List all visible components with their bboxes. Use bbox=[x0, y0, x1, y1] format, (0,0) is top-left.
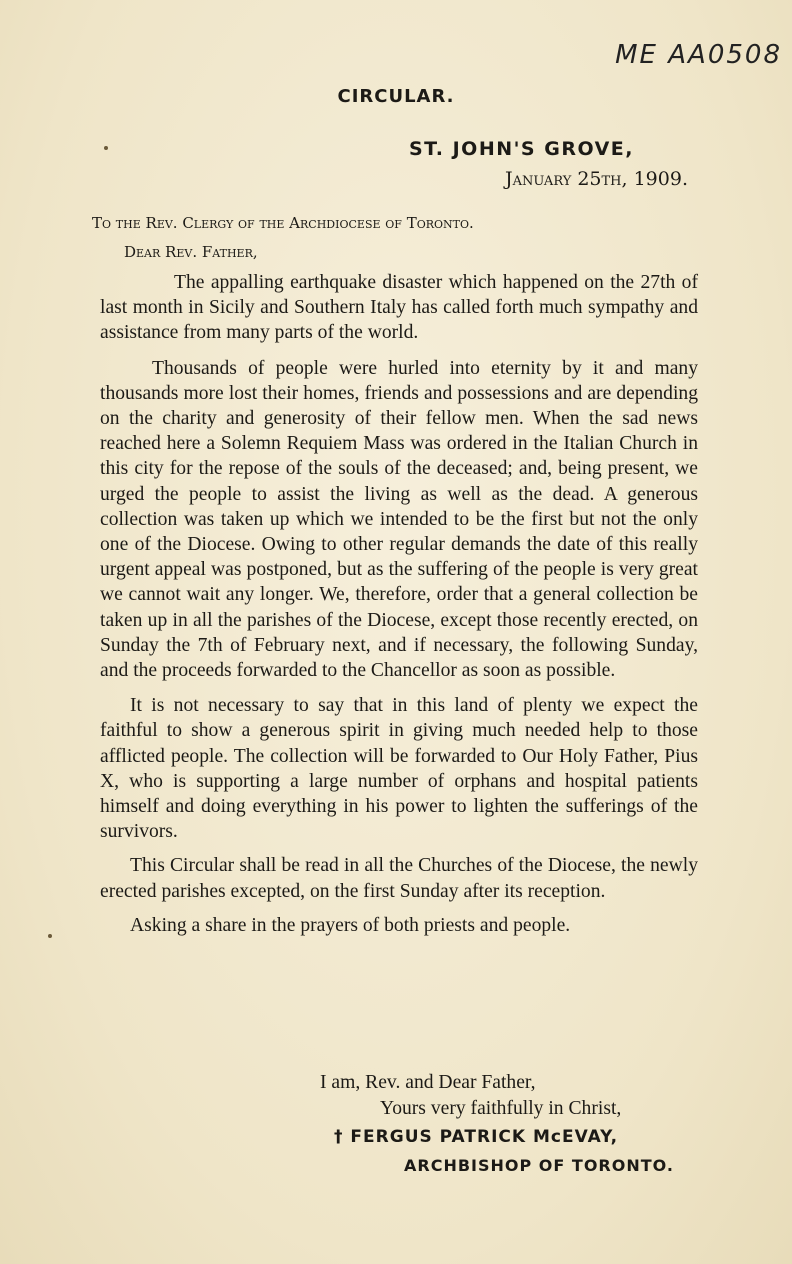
document-title: CIRCULAR. bbox=[337, 86, 455, 107]
paragraph-collection: Thousands of people were hurled into eternity by it and many thousands more lost their homes, friends and possessions and are depending on the charity and generosity of their fellow men. When the sad news reached here a Solemn Requiem Mass was ordered in the Italian Church in this city for the repose of the souls of the deceased; and, being present, we urged the people to assist the living as well as the dead. A generous collection was taken up which we intended to be the first but not the only one of the Diocese. Owing to other regular demands the date of this really urgent appeal was postponed, but as the suffering of the people is very great we cannot wait any longer. We, therefore, order that a general collection be taken up in all the parishes of the Diocese, except those recently erected, on Sunday the 7th of February next, and if necessary, the following Sunday, and the proceeds forwarded to the Chancellor as soon as possible. bbox=[100, 357, 698, 682]
letter-body bbox=[100, 270, 698, 938]
letter-date: January 25th, 1909. bbox=[505, 168, 688, 190]
paper-speck bbox=[48, 934, 52, 938]
archive-reference-mark: ME AA0508 bbox=[615, 40, 782, 70]
paragraph-prayers: Asking a share in the prayers of both priests and people. bbox=[130, 914, 571, 936]
signer-title: ARCHBISHOP OF TORONTO. bbox=[404, 1156, 674, 1175]
closing-line-2: Yours very faithfully in Christ, bbox=[380, 1098, 622, 1119]
paragraph-reading-instruction: This Circular shall be read in all the Churches of the Diocese, the newly erected parishes excepted, on the first Sunday after its reception. bbox=[100, 855, 698, 902]
paragraph-earthquake: The appalling earthquake disaster which happened on the 27th of last month in Sicily and Southern Italy has called forth much sympathy and assistance from many parts of the world. bbox=[100, 272, 698, 344]
letter-place: ST. JOHN'S GROVE, bbox=[409, 138, 634, 160]
closing-line-1: I am, Rev. and Dear Father, bbox=[320, 1072, 536, 1093]
paragraph-generosity: It is not necessary to say that in this land of plenty we expect the faithful to show a generous spirit in giving much needed help to those afflicted people. The collection will be forwarded to Our Holy Father, Pius X, who is supporting a large number of orphans and hospital patients himself and doing everything in his power to lighten the sufferings of the survivors. bbox=[100, 695, 698, 843]
addressee-line: To the Rev. Clergy of the Archdiocese of Toronto. bbox=[92, 214, 474, 232]
salutation: Dear Rev. Father, bbox=[124, 243, 258, 261]
paper-speck bbox=[104, 146, 108, 150]
signer-name: † FERGUS PATRICK McEVAY, bbox=[334, 1127, 619, 1147]
